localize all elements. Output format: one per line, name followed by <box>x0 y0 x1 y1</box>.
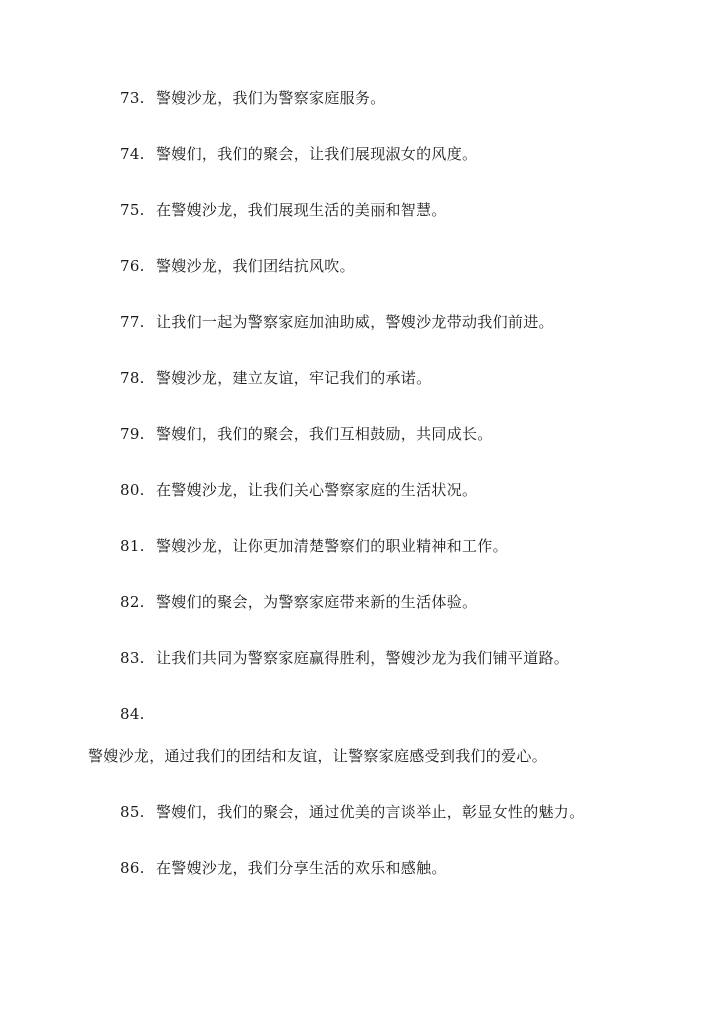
item-text: 让我们一起为警察家庭加油助威，警嫂沙龙带动我们前进。 <box>156 313 554 331</box>
item-number: 73. <box>120 89 145 107</box>
item-number: 76. <box>120 257 145 275</box>
list-item-78 <box>120 368 431 388</box>
item-number: 75. <box>120 201 145 219</box>
item-text: 警嫂沙龙，让你更加清楚警察们的职业精神和工作。 <box>156 537 508 555</box>
item-number: 78. <box>120 369 145 387</box>
list-item-83 <box>120 648 569 668</box>
list-item-80 <box>120 480 477 500</box>
list-item-77 <box>120 312 554 332</box>
item-text: 警嫂们，我们的聚会，通过优美的言谈举止，彰显女性的魅力。 <box>156 803 585 821</box>
item-number: 84. <box>120 705 145 723</box>
item-number: 85. <box>120 803 145 821</box>
item-text: 警嫂们的聚会，为警察家庭带来新的生活体验。 <box>156 593 478 611</box>
item-text: 在警嫂沙龙，我们分享生活的欢乐和感触。 <box>156 859 447 877</box>
item-text: 警嫂沙龙，我们为警察家庭服务。 <box>156 89 386 107</box>
list-item-76 <box>120 256 355 276</box>
item-number: 79. <box>120 425 145 443</box>
item-number: 77. <box>120 313 145 331</box>
item-number: 74. <box>120 145 145 163</box>
list-item-86 <box>120 858 447 878</box>
item-text: 警嫂沙龙，建立友谊，牢记我们的承诺。 <box>156 369 432 387</box>
list-item-73 <box>120 88 386 108</box>
item-text: 在警嫂沙龙，我们展现生活的美丽和智慧。 <box>156 201 447 219</box>
list-item-75 <box>120 200 447 220</box>
list-item-84-continuation: 警嫂沙龙，通过我们的团结和友谊，让警察家庭感受到我们的爱心。 <box>88 747 548 765</box>
list-item-74 <box>120 144 477 164</box>
item-text: 警嫂们，我们的聚会，我们互相鼓励，共同成长。 <box>156 425 493 443</box>
list-item-85 <box>120 802 584 822</box>
item-text: 让我们共同为警察家庭赢得胜利，警嫂沙龙为我们铺平道路。 <box>156 649 570 667</box>
list-item-84 <box>120 704 156 724</box>
list-item-82 <box>120 592 477 612</box>
item-number: 86. <box>120 859 145 877</box>
item-text: 警嫂沙龙，我们团结抗风吹。 <box>156 257 355 275</box>
item-number: 82. <box>120 593 145 611</box>
item-text: 在警嫂沙龙，让我们关心警察家庭的生活状况。 <box>156 481 478 499</box>
list-item-79 <box>120 424 493 444</box>
item-text: 警嫂们，我们的聚会，让我们展现淑女的风度。 <box>156 145 478 163</box>
item-number: 83. <box>120 649 145 667</box>
item-number: 80. <box>120 481 145 499</box>
item-number: 81. <box>120 537 145 555</box>
list-item-81 <box>120 536 508 556</box>
